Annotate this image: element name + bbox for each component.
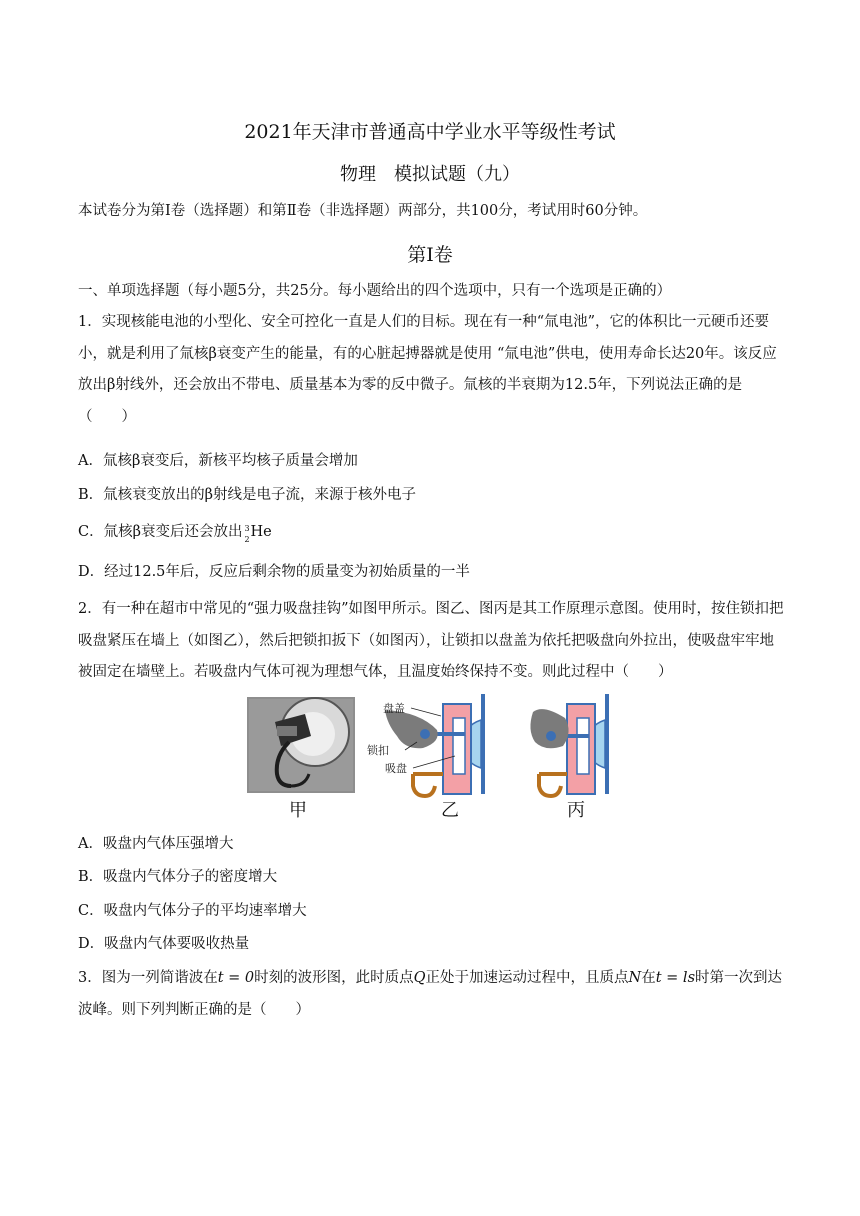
exam-title: 2021年天津市普通高中学业水平等级性考试 [244, 121, 616, 143]
figure-label-bing: 丙 [567, 800, 585, 821]
question-2-option-c: C．吸盘内气体分子的平均速率增大 [78, 903, 307, 919]
part-title: 第Ⅰ卷 [407, 244, 453, 266]
q3-text-1: 3．图为一列简谐波在 [78, 970, 218, 986]
question-2-option-b: B．吸盘内气体分子的密度增大 [78, 869, 278, 885]
q3-point-q: Q [413, 970, 426, 986]
question-1-option-a: A．氚核β衰变后，新核平均核子质量会增加 [78, 453, 358, 469]
diagram-yi [367, 694, 485, 796]
q3-time-one: t = ls [655, 970, 696, 986]
option-c-text: C．氚核β衰变后还会放出 [78, 524, 243, 540]
q3-text-2: 时刻的波形图，此时质点 [254, 970, 414, 986]
element-symbol: He [250, 524, 272, 540]
label-pangai: 盘盖 [383, 702, 405, 715]
exam-intro: 本试卷分为第Ⅰ卷（选择题）和第Ⅱ卷（非选择题）两部分，共100分，考试用时60分钟。 [78, 203, 648, 219]
section-heading: 一、单项选择题（每小题5分，共25分。每小题给出的四个选项中，只有一个选项是正确的） [78, 283, 672, 299]
figure-label-jia: 甲 [289, 800, 307, 821]
diagram-bing [530, 694, 609, 796]
isotope-numbers [242, 523, 250, 544]
question-2-option-d: D．吸盘内气体要吸收热量 [78, 936, 250, 952]
label-suokou: 锁扣 [367, 744, 389, 757]
q3-text-5: 时第一次到达波峰。则下列判断正确的是（ ） [78, 970, 783, 1018]
question-1-stem: 1．实现核能电池的小型化、安全可控化一直是人们的目标。现在有一种“氚电池”，它的体积比一元硬币还要小，就是利用了氚核β衰变产生的能量，有的心脏起搏器就是使用 “氚电池”供电，使用寿命长达20年。该反应放出β射线外，还会放出不带电、质量基本为零的反中微子。氚核的半衰期为12.5年，下列说法正确的是（ ） [78, 314, 777, 425]
mass-number: 3 [244, 524, 250, 533]
question-2-stem: 2．有一种在超市中常见的“强力吸盘挂钩”如图甲所示。图乙、图丙是其工作原理示意图。使用时，按住锁扣把吸盘紧压在墙上（如图乙），然后把锁扣扳下（如图丙），让锁扣以盘盖为依托把吸盘向外拉出，使吸盘牢牢地被固定在墙壁上。若吸盘内气体可视为理想气体，且温度始终保持不变。则此过程中（ ） [78, 601, 784, 680]
question-2-option-a: A．吸盘内气体压强增大 [78, 836, 234, 852]
q3-time-zero: t = 0 [217, 970, 255, 986]
atomic-number: 2 [244, 535, 250, 544]
q3-text-3: 正处于加速运动过程中，且质点 [425, 970, 629, 986]
figure-label-yi: 乙 [441, 800, 459, 821]
question-1-option-c [78, 522, 790, 542]
photo-jia [247, 697, 355, 793]
label-xipan: 吸盘 [385, 762, 407, 775]
q3-point-n: N [628, 970, 642, 986]
question-1-option-d: D．经过12.5年后，反应后剩余物的质量变为初始质量的一半 [78, 564, 470, 580]
q3-text-4: 在 [641, 970, 656, 986]
question-3-stem [78, 963, 788, 1026]
question-1-option-b: B．氚核衰变放出的β射线是电子流，来源于核外电子 [78, 487, 417, 503]
exam-subtitle: 物理 模拟试题（九） [340, 164, 520, 185]
suction-hook-figure [245, 690, 625, 822]
